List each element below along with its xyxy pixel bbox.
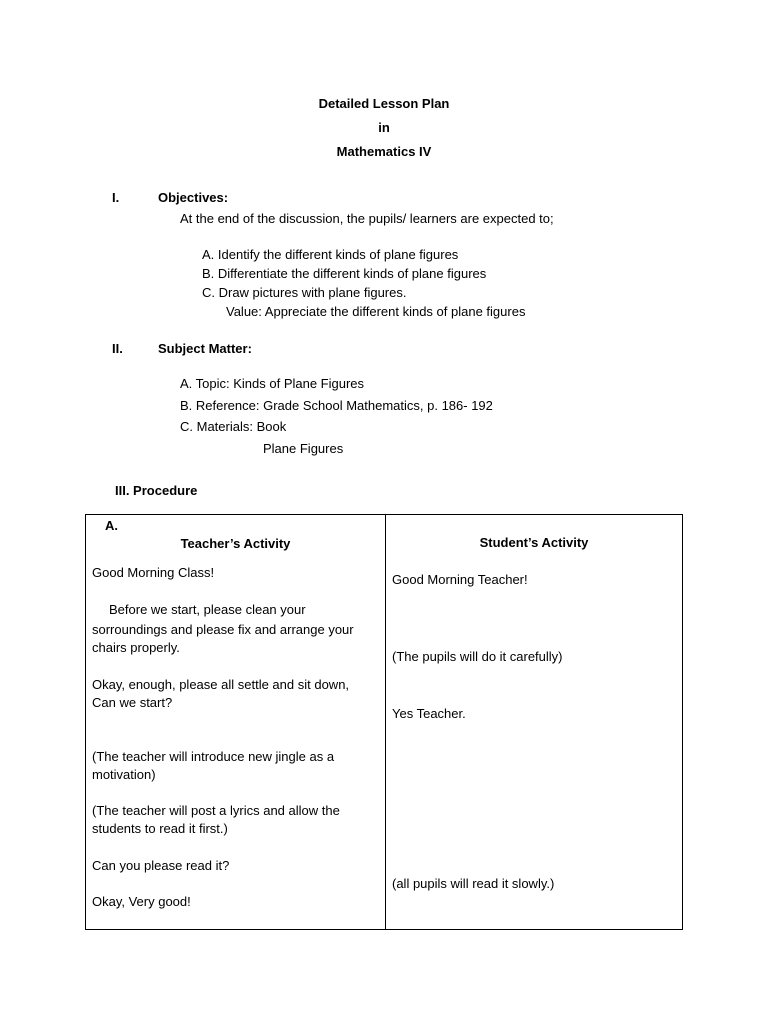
student-line: Yes Teacher. — [392, 706, 466, 721]
subject-matter-number: II. — [112, 341, 123, 356]
objectives-number: I. — [112, 190, 120, 205]
title-line-2: in — [378, 120, 390, 135]
subject-matter-heading: Subject Matter: — [158, 341, 252, 356]
objective-item: A. Identify the different kinds of plane figures — [202, 247, 459, 262]
objective-value: Value: Appreciate the different kinds of plane figures — [226, 304, 526, 319]
teacher-line: students to read it first.) — [92, 821, 228, 836]
student-line: (all pupils will read it slowly.) — [392, 876, 555, 891]
teacher-line: sorroundings and please fix and arrange your — [92, 622, 354, 637]
student-activity-header: Student’s Activity — [479, 535, 589, 550]
table-column-divider — [385, 515, 386, 929]
subject-materials: C. Materials: Book — [180, 419, 287, 434]
student-line: (The pupils will do it carefully) — [392, 649, 563, 664]
teacher-line: (The teacher will introduce new jingle as a — [92, 749, 335, 764]
teacher-line: chairs properly. — [92, 640, 180, 655]
teacher-line: motivation) — [92, 767, 156, 782]
student-line: Good Morning Teacher! — [392, 572, 528, 587]
teacher-line: Good Morning Class! — [92, 565, 215, 580]
teacher-line: Can we start? — [92, 695, 173, 710]
objectives-heading: Objectives: — [158, 190, 229, 205]
teacher-line: Can you please read it? — [92, 858, 230, 873]
teacher-line: Before we start, please clean your — [109, 602, 306, 617]
procedure-table — [85, 514, 683, 930]
objectives-intro: At the end of the discussion, the pupils/ learners are expected to; — [180, 211, 554, 226]
objective-item: B. Differentiate the different kinds of plane figures — [202, 266, 487, 281]
teacher-line: (The teacher will post a lyrics and allow the — [92, 803, 340, 818]
subject-reference: B. Reference: Grade School Mathematics, p. 186- 192 — [180, 398, 493, 413]
teacher-line: Okay, enough, please all settle and sit down, — [92, 677, 350, 692]
teacher-activity-header: Teacher’s Activity — [180, 536, 291, 551]
objective-item: C. Draw pictures with plane figures. — [202, 285, 407, 300]
procedure-heading: III. Procedure — [115, 483, 198, 498]
teacher-line: Okay, Very good! — [92, 894, 191, 909]
title-line-3: Mathematics IV — [336, 144, 432, 159]
title-line-1: Detailed Lesson Plan — [318, 96, 450, 111]
subject-topic: A. Topic: Kinds of Plane Figures — [180, 376, 365, 391]
procedure-section-label: A. — [105, 518, 118, 533]
subject-materials-2: Plane Figures — [263, 441, 344, 456]
